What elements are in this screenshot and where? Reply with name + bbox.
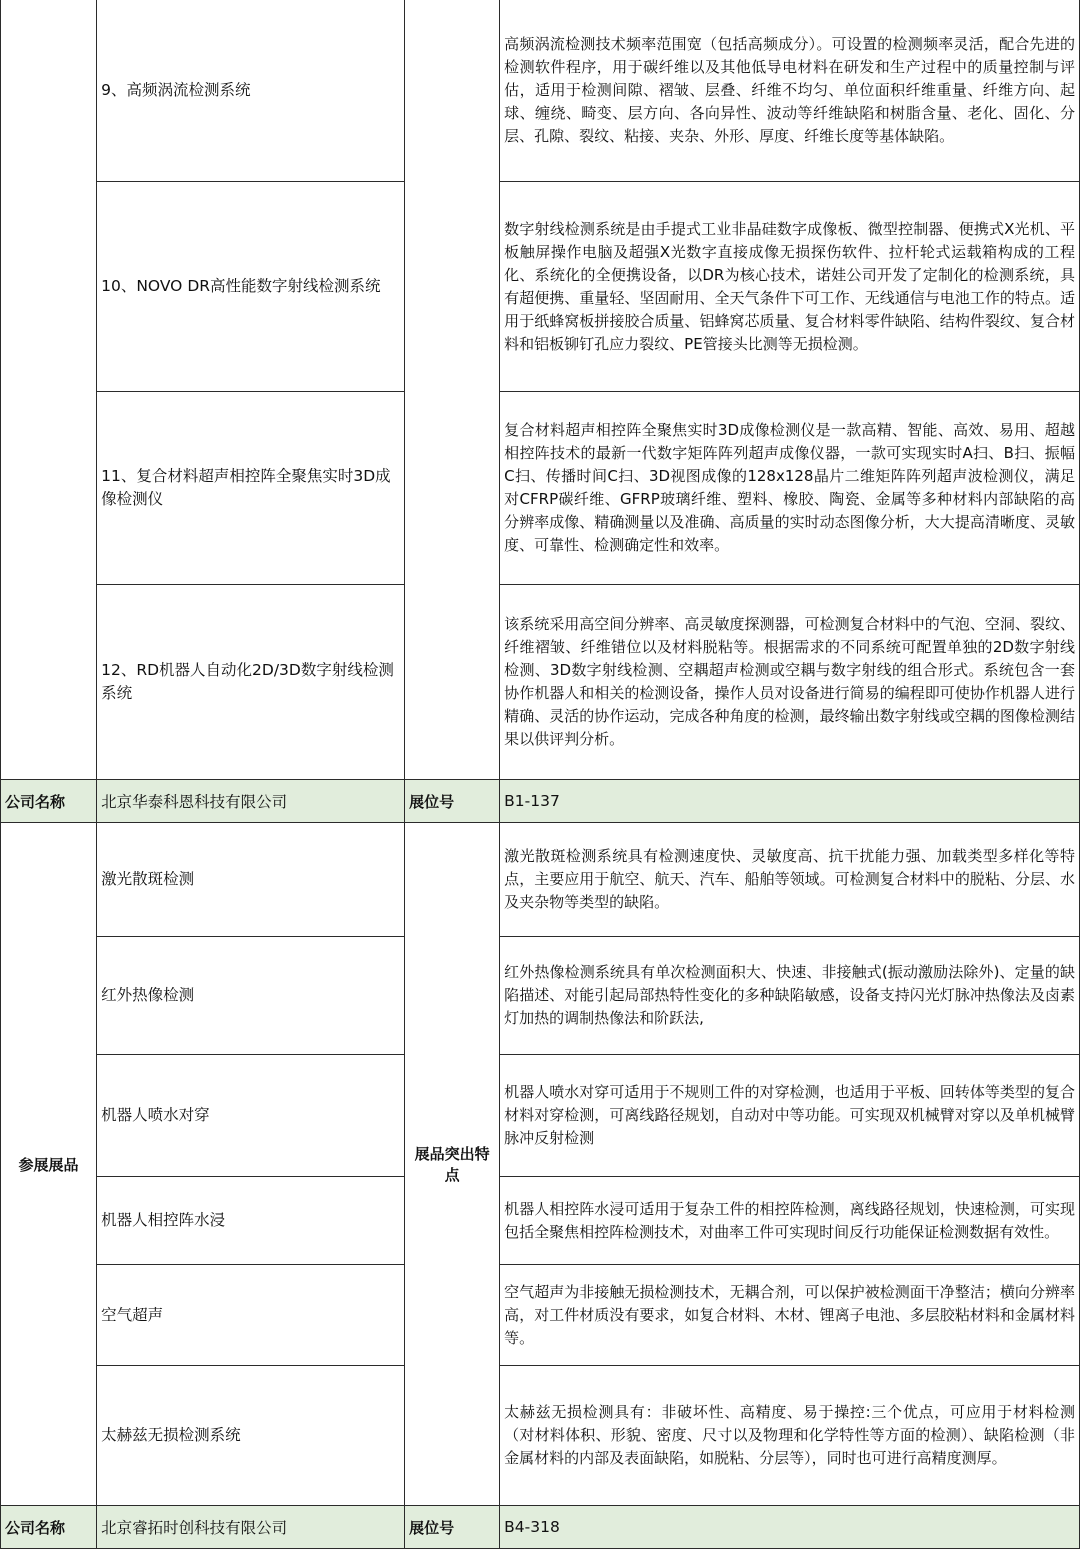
product-name: 9、高频涡流检测系统 bbox=[97, 0, 405, 182]
product-row bbox=[1, 1265, 1080, 1366]
product-name: 太赫兹无损检测系统 bbox=[97, 1366, 405, 1506]
product-description: 机器人喷水对穿可适用于不规则工件的对穿检测，也适用于平板、回转体等类型的复合材料对穿检测，可离线路径规划，自动对中等功能。可实现双机械臂对穿以及单机械臂脉冲反射检测 bbox=[500, 1055, 1080, 1177]
product-name: 空气超声 bbox=[97, 1265, 405, 1366]
company-name-label: 公司名称 bbox=[1, 1506, 97, 1549]
product-description: 数字射线检测系统是由手提式工业非晶硅数字成像板、微型控制器、便携式X光机、平板触屏操作电脑及超强X光数字直接成像无损探伤软件、拉杆轮式运载箱构成的工程化、系统化的全便携设备，以DR为核心技术，诺娃公司开发了定制化的检测系统，具有超便携、重量轻、坚固耐用、全天气条件下可工作、无线通信与电池工作的特点。适用于纸蜂窝板拼接胶合质量、铝蜂窝芯质量、复合材料零件缺陷、结构件裂纹、复合材料和铝板铆钉孔应力裂纹、PE管接头比测等无损检测。 bbox=[500, 182, 1080, 392]
product-name: 12、RD机器人自动化2D/3D数字射线检测系统 bbox=[97, 585, 405, 780]
product-row bbox=[1, 1177, 1080, 1265]
booth-number: B4-318 bbox=[500, 1506, 1080, 1549]
features-label: 展品突出特点 bbox=[405, 823, 500, 1506]
product-description: 高频涡流检测技术频率范围宽（包括高频成分）。可设置的检测频率灵活，配合先进的检测软件程序，用于碳纤维以及其他低导电材料在研发和生产过程中的质量控制与评估，适用于检测间隙、褶皱、层叠、纤维不均匀、单位面积纤维重量、纤维方向、起球、缠绕、畸变、层方向、各向异性、波动等纤维缺陷和树脂含量、老化、固化、分层、孔隙、裂纹、粘接、夹杂、外形、厚度、纤维长度等基体缺陷。 bbox=[500, 0, 1080, 182]
company-row bbox=[1, 1506, 1080, 1549]
company-name-label: 公司名称 bbox=[1, 780, 97, 823]
product-name: 11、复合材料超声相控阵全聚焦实时3D成像检测仪 bbox=[97, 392, 405, 585]
product-row bbox=[1, 1055, 1080, 1177]
company-name: 北京华泰科恩科技有限公司 bbox=[97, 780, 405, 823]
products-label: 参展展品 bbox=[1, 823, 97, 1506]
product-name: 机器人相控阵水浸 bbox=[97, 1177, 405, 1265]
product-name: 10、NOVO DR高性能数字射线检测系统 bbox=[97, 182, 405, 392]
product-row bbox=[1, 823, 1080, 937]
product-name: 激光散斑检测 bbox=[97, 823, 405, 937]
product-row bbox=[1, 0, 1080, 182]
empty-cell bbox=[405, 0, 500, 780]
product-row bbox=[1, 392, 1080, 585]
product-description: 该系统采用高空间分辨率、高灵敏度探测器，可检测复合材料中的气泡、空洞、裂纹、纤维褶皱、纤维错位以及材料脱粘等。根据需求的不同系统可配置单独的2D数字射线检测、3D数字射线检测、空耦超声检测或空耦与数字射线的组合形式。系统包含一套协作机器人和相关的检测设备，操作人员对设备进行简易的编程即可使协作机器人进行精确、灵活的协作运动，完成各种角度的检测，最终输出数字射线或空耦的图像检测结果以供评判分析。 bbox=[500, 585, 1080, 780]
empty-cell bbox=[1, 0, 97, 780]
product-row bbox=[1, 937, 1080, 1055]
product-name: 红外热像检测 bbox=[97, 937, 405, 1055]
product-description: 激光散斑检测系统具有检测速度快、灵敏度高、抗干扰能力强、加载类型多样化等特点，主要应用于航空、航天、汽车、船舶等领域。可检测复合材料中的脱粘、分层、水及夹杂物等类型的缺陷。 bbox=[500, 823, 1080, 937]
product-description: 红外热像检测系统具有单次检测面积大、快速、非接触式(振动激励法除外)、定量的缺陷描述、对能引起局部热特性变化的多种缺陷敏感，设备支持闪光灯脉冲热像法及卤素灯加热的调制热像法和阶跃法, bbox=[500, 937, 1080, 1055]
booth-number: B1-137 bbox=[500, 780, 1080, 823]
product-row bbox=[1, 585, 1080, 780]
booth-label: 展位号 bbox=[405, 1506, 500, 1549]
booth-label: 展位号 bbox=[405, 780, 500, 823]
product-row bbox=[1, 182, 1080, 392]
product-name: 机器人喷水对穿 bbox=[97, 1055, 405, 1177]
product-description: 空气超声为非接触无损检测技术，无耦合剂，可以保护被检测面干净整洁；横向分辨率高，对工件材质没有要求，如复合材料、木材、锂离子电池、多层胶粘材料和金属材料等。 bbox=[500, 1265, 1080, 1366]
product-description: 机器人相控阵水浸可适用于复杂工件的相控阵检测，离线路径规划，快速检测，可实现包括全聚焦相控阵检测技术，对曲率工件可实现时间反行功能保证检测数据有效性。 bbox=[500, 1177, 1080, 1265]
product-description: 复合材料超声相控阵全聚焦实时3D成像检测仪是一款高精、智能、高效、易用、超越相控阵技术的最新一代数字矩阵阵列超声成像仪器，一款可实现实时A扫、B扫、振幅C扫、传播时间C扫、3D视图成像的128x128晶片二维矩阵阵列超声波检测仪，满足对CFRP碳纤维、GFRP玻璃纤维、塑料、橡胶、陶瓷、金属等多种材料内部缺陷的高分辨率成像、精确测量以及准确、高质量的实时动态图像分析，大大提高清晰度、灵敏度、可靠性、检测确定性和效率。 bbox=[500, 392, 1080, 585]
product-row bbox=[1, 1366, 1080, 1506]
company-row bbox=[1, 780, 1080, 823]
company-name: 北京睿拓时创科技有限公司 bbox=[97, 1506, 405, 1549]
product-description: 太赫兹无损检测具有：非破坏性、高精度、易于操控:三个优点，可应用于材料检测（对材料体积、形貌、密度、尺寸以及物理和化学特性等方面的检测）、缺陷检测（非金属材料的内部及表面缺陷，如脱粘、分层等），同时也可进行高精度测厚。 bbox=[500, 1366, 1080, 1506]
